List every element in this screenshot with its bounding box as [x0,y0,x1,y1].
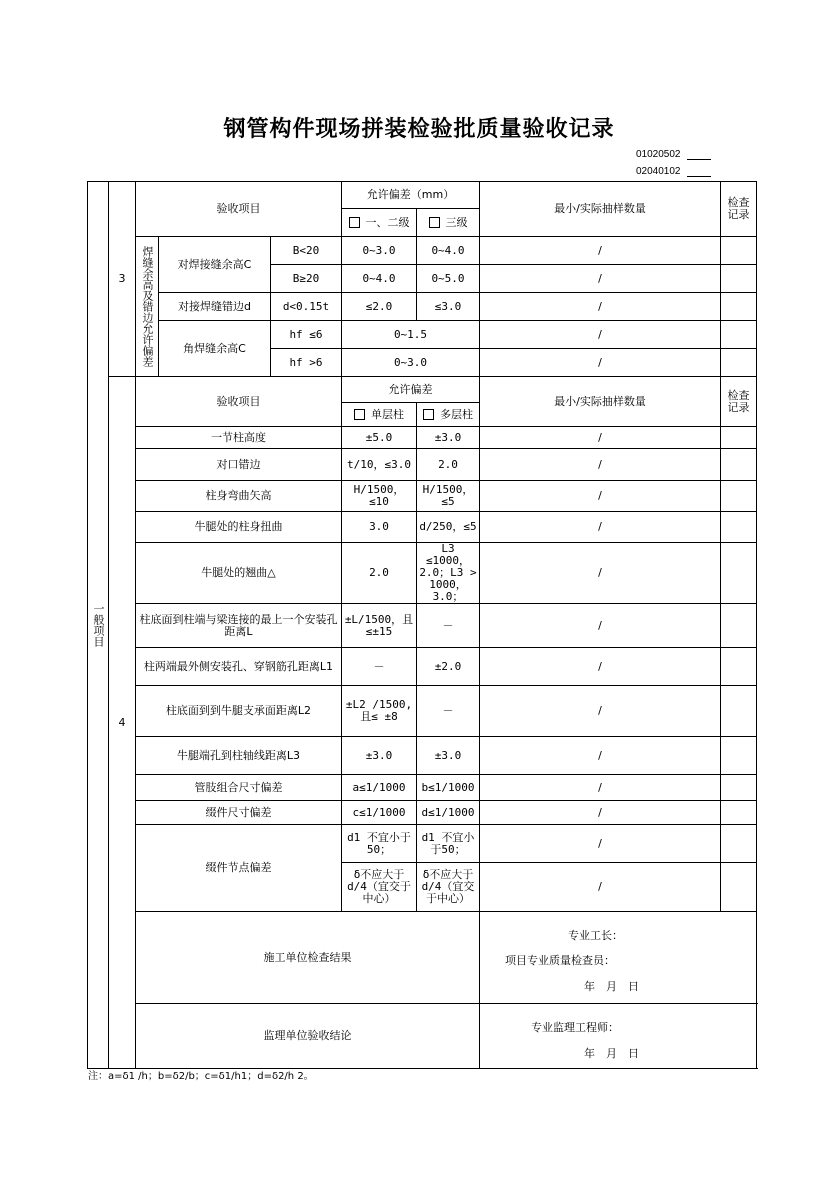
multi-column-checkbox[interactable] [423,409,434,420]
item-cell: 柱两端最外侧安装孔、穿钢筋孔距离L1 [136,648,342,686]
sec3-number: 3 [109,182,136,377]
fillet-weld-label: 角焊缝余高C [159,321,271,377]
min-cell: / [480,648,721,686]
doc-code-1: 01020502 [636,149,711,160]
multi-column-option[interactable]: 多层柱 [417,403,480,427]
record-cell[interactable] [721,801,757,825]
min-cell: / [480,737,721,775]
min-cell: / [480,237,721,265]
sec4-tol-header: 允许偏差 [342,377,480,403]
item-cell: 柱底面到柱端与梁连接的最上一个安装孔距离L [136,604,342,648]
record-cell[interactable] [721,543,757,604]
record-cell[interactable] [721,321,757,349]
record-cell[interactable] [721,512,757,543]
single-column-option[interactable]: 单层柱 [342,403,417,427]
item-cell: 牛腿处的翘曲△ [136,543,342,604]
value-cell: d1 不宜小于50； [342,825,417,863]
value-cell: 0~4.0 [417,237,480,265]
record-cell[interactable] [721,825,757,863]
record-cell[interactable] [721,737,757,775]
value-cell: ≤3.0 [417,293,480,321]
min-cell: / [480,512,721,543]
record-cell[interactable] [721,863,757,912]
general-items-label: 一般项目 [88,182,109,1069]
min-cell: / [480,604,721,648]
record-cell[interactable] [721,686,757,737]
doc-code-2: 02040102 [636,166,711,177]
value-cell: ±3.0 [417,737,480,775]
item-cell: 缀件尺寸偏差 [136,801,342,825]
min-cell: / [480,686,721,737]
value-cell: d/250，≤5 [417,512,480,543]
value-cell: H/1500，≤5 [417,481,480,512]
value-cell: δ不应大于d/4（宜交于中心） [342,863,417,912]
inspection-table [87,181,757,1069]
min-cell: / [480,349,721,377]
grade12-option[interactable]: 一、二级 [342,209,417,237]
value-cell: δ不应大于d/4（宜交于中心） [417,863,480,912]
record-cell[interactable] [721,237,757,265]
value-cell: － [417,686,480,737]
item-cell: 对口错边 [136,449,342,481]
value-cell: 0~5.0 [417,265,480,293]
min-cell: / [480,481,721,512]
item-cell: 牛腿端孔到柱轴线距离L3 [136,737,342,775]
value-cell: ±L/1500，且≤±15 [342,604,417,648]
min-cell: / [480,825,721,863]
item-cell: 柱底面到到牛腿支承面距离L2 [136,686,342,737]
sec4-record-header: 检查记录 [721,377,757,427]
sec4-item-header: 验收项目 [136,377,342,427]
grade3-option[interactable]: 三级 [417,209,480,237]
cond-cell: d<0.15t [271,293,342,321]
inspector-label: 项目专业质量检查员： [505,954,615,967]
value-cell: ±L2 /1500,且≤ ±8 [342,686,417,737]
record-cell[interactable] [721,449,757,481]
construction-label: 施工单位检查结果 [136,912,480,1004]
cond-cell: hf ≤6 [271,321,342,349]
construction-date: 年 月 日 [584,980,639,993]
sec3-tol-header: 允许偏差（mm） [342,182,480,209]
misalign-label: 对接焊缝错边d [159,293,271,321]
min-cell: / [480,321,721,349]
value-cell: d1 不宜小于50； [417,825,480,863]
value-cell: 3.0 [342,512,417,543]
min-cell: / [480,449,721,481]
sec3-record-header: 检查记录 [721,182,757,237]
value-cell: 0~3.0 [342,349,480,377]
min-cell: / [480,863,721,912]
supervision-label: 监理单位验收结论 [136,1004,480,1069]
min-cell: / [480,293,721,321]
value-cell: 0~4.0 [342,265,417,293]
grade12-checkbox[interactable] [349,217,360,228]
min-cell: / [480,775,721,801]
item-cell: 管肢组合尺寸偏差 [136,775,342,801]
record-cell[interactable] [721,427,757,449]
value-cell: ±5.0 [342,427,417,449]
value-cell: d≤1/1000 [417,801,480,825]
cond-cell: B<20 [271,237,342,265]
item-cell: 柱身弯曲矢高 [136,481,342,512]
value-cell: 2.0 [342,543,417,604]
record-cell[interactable] [721,265,757,293]
record-cell[interactable] [721,604,757,648]
foreman-label: 专业工长： [568,929,623,942]
min-cell: / [480,801,721,825]
min-cell: / [480,265,721,293]
footnote: 注：a=δ1 /h；b=δ2/b；c=δ1/h1；d=δ2/h 2。 [88,1071,314,1082]
value-cell: 0~1.5 [342,321,480,349]
value-cell: ±3.0 [417,427,480,449]
weld-tolerance-label: 焊缝余高及错边允许偏差 [136,237,159,377]
record-cell[interactable] [721,349,757,377]
record-cell[interactable] [721,648,757,686]
min-cell: / [480,543,721,604]
page-title: 钢管构件现场拼装检验批质量验收记录 [223,116,615,142]
value-cell: － [342,648,417,686]
value-cell: 2.0 [417,449,480,481]
record-cell[interactable] [721,293,757,321]
value-cell: b≤1/1000 [417,775,480,801]
sec4-min-header: 最小/实际抽样数量 [480,377,721,427]
value-cell: H/1500，≤10 [342,481,417,512]
value-cell: c≤1/1000 [342,801,417,825]
value-cell: t/10，≤3.0 [342,449,417,481]
butt-weld-label: 对焊接缝余高C [159,237,271,293]
value-cell: L3 ≤1000，2.0；L3 > 1000，3.0； [417,543,480,604]
single-column-checkbox[interactable] [354,409,365,420]
value-cell: － [417,604,480,648]
item-cell: 缀件节点偏差 [136,825,342,912]
cond-cell: B≥20 [271,265,342,293]
value-cell: ±2.0 [417,648,480,686]
item-cell: 一节柱高度 [136,427,342,449]
supervision-date: 年 月 日 [584,1047,639,1060]
item-cell: 牛腿处的柱身扭曲 [136,512,342,543]
record-cell[interactable] [721,481,757,512]
grade3-checkbox[interactable] [429,217,440,228]
value-cell: ±3.0 [342,737,417,775]
record-cell[interactable] [721,775,757,801]
sec3-min-header: 最小/实际抽样数量 [480,182,721,237]
value-cell: ≤2.0 [342,293,417,321]
sec4-number: 4 [109,377,136,1069]
value-cell: a≤1/1000 [342,775,417,801]
min-cell: / [480,427,721,449]
engineer-label: 专业监理工程师： [531,1021,619,1034]
value-cell: 0~3.0 [342,237,417,265]
sec3-item-header: 验收项目 [136,182,342,237]
cond-cell: hf >6 [271,349,342,377]
